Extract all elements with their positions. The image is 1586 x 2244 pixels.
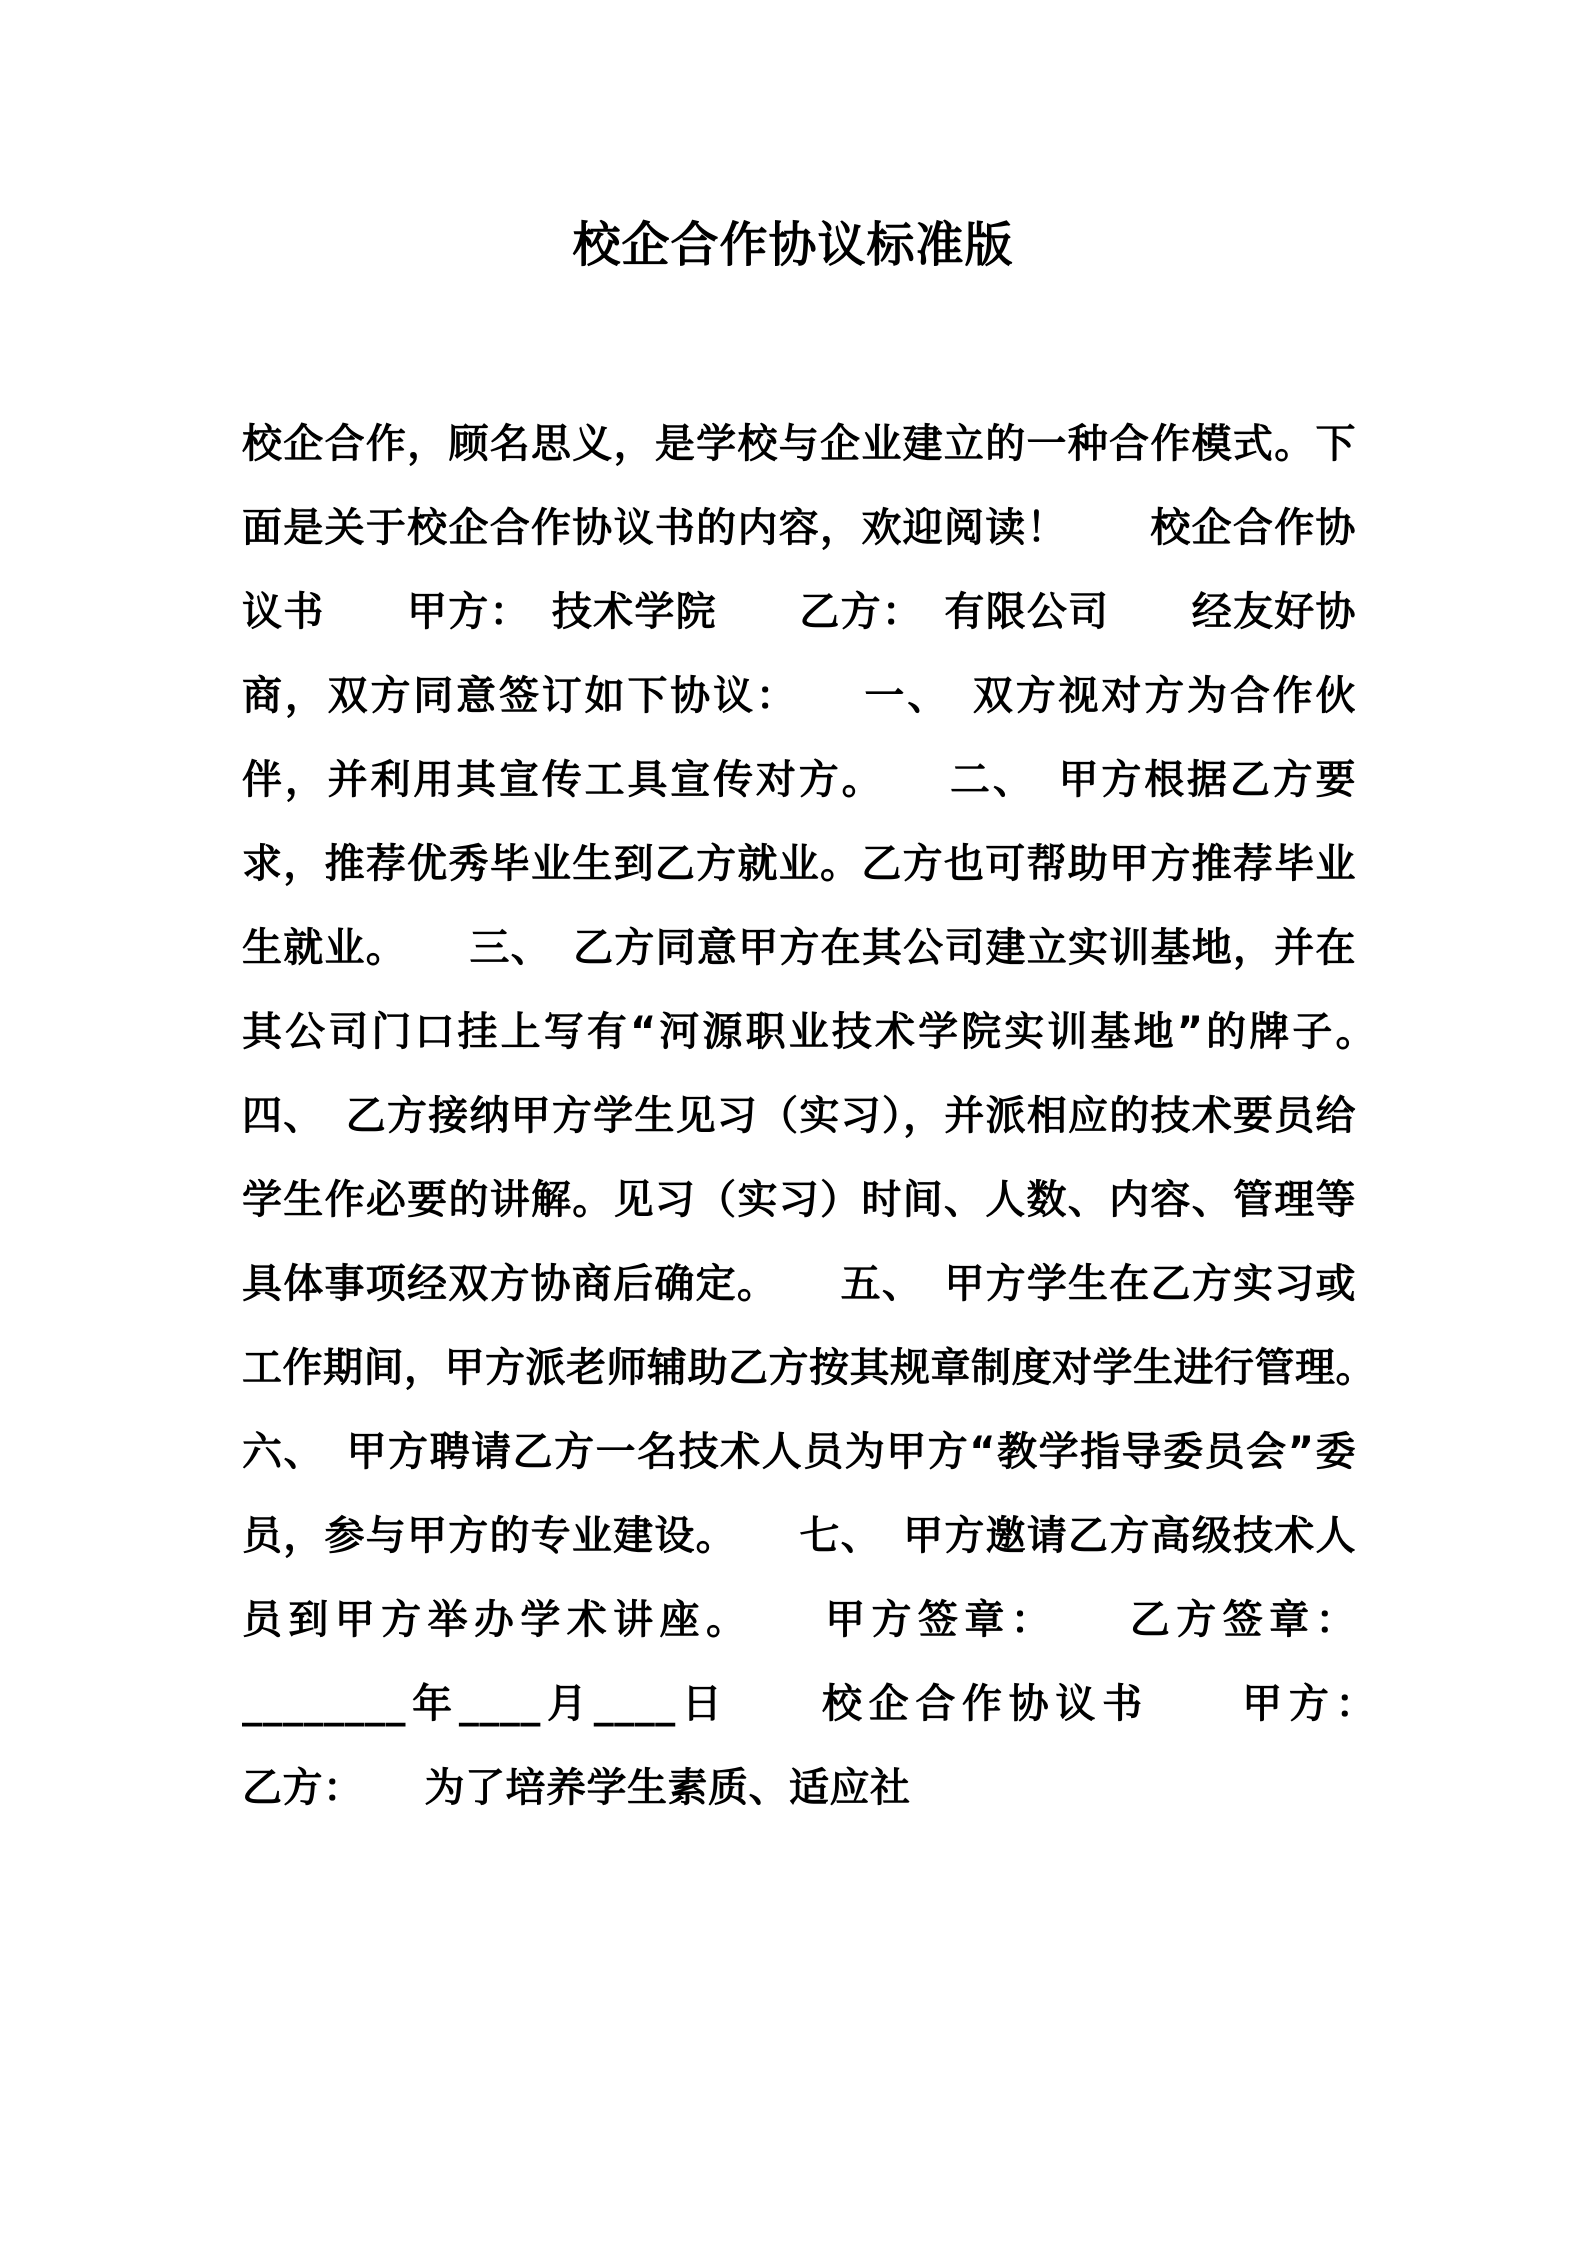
document-body: [242, 402, 1437, 1830]
document-title: 校企合作协议标准版: [572, 217, 1014, 273]
body-paragraph: 校企合作，顾名思义，是学校与企业建立的一种合作模式。下面是关于校企合作协议书的内容，欢迎阅读！ 校企合作协议书 甲方： 技术学院 乙方： 有限公司 经友好协商，双方同意签订如下协议： 一、 双方视对方为合作伙伴，并利用其宣传工具宣传对方。 二、 甲方根据乙方要求，推荐优秀毕业生到乙方就业。乙方也可帮助甲方推荐毕业生就业。 三、 乙方同意甲方在其公司建立实训基地，并在其公司门口挂上写有“河源职业技术学院实训基地”的牌子。 四、 乙方接纳甲方学生见习（实习），并派相应的技术要员给学生作必要的讲解。见习（实习）时间、人数、内容、管理等具体事项经双方协商后确定。 五、 甲方学生在乙方实习或工作期间，甲方派老师辅助乙方按其规章制度对学生进行管理。 六、 甲方聘请乙方一名技术人员为甲方“教学指导委员会”委员，参与甲方的专业建设。 七、 甲方邀请乙方高级技术人员到甲方举办学术讲座。 甲方签章： 乙方签章：________年____月____日 校企合作协议书 甲方： 乙方： 为了培养学生素质、适应社: [242, 421, 1437, 1811]
